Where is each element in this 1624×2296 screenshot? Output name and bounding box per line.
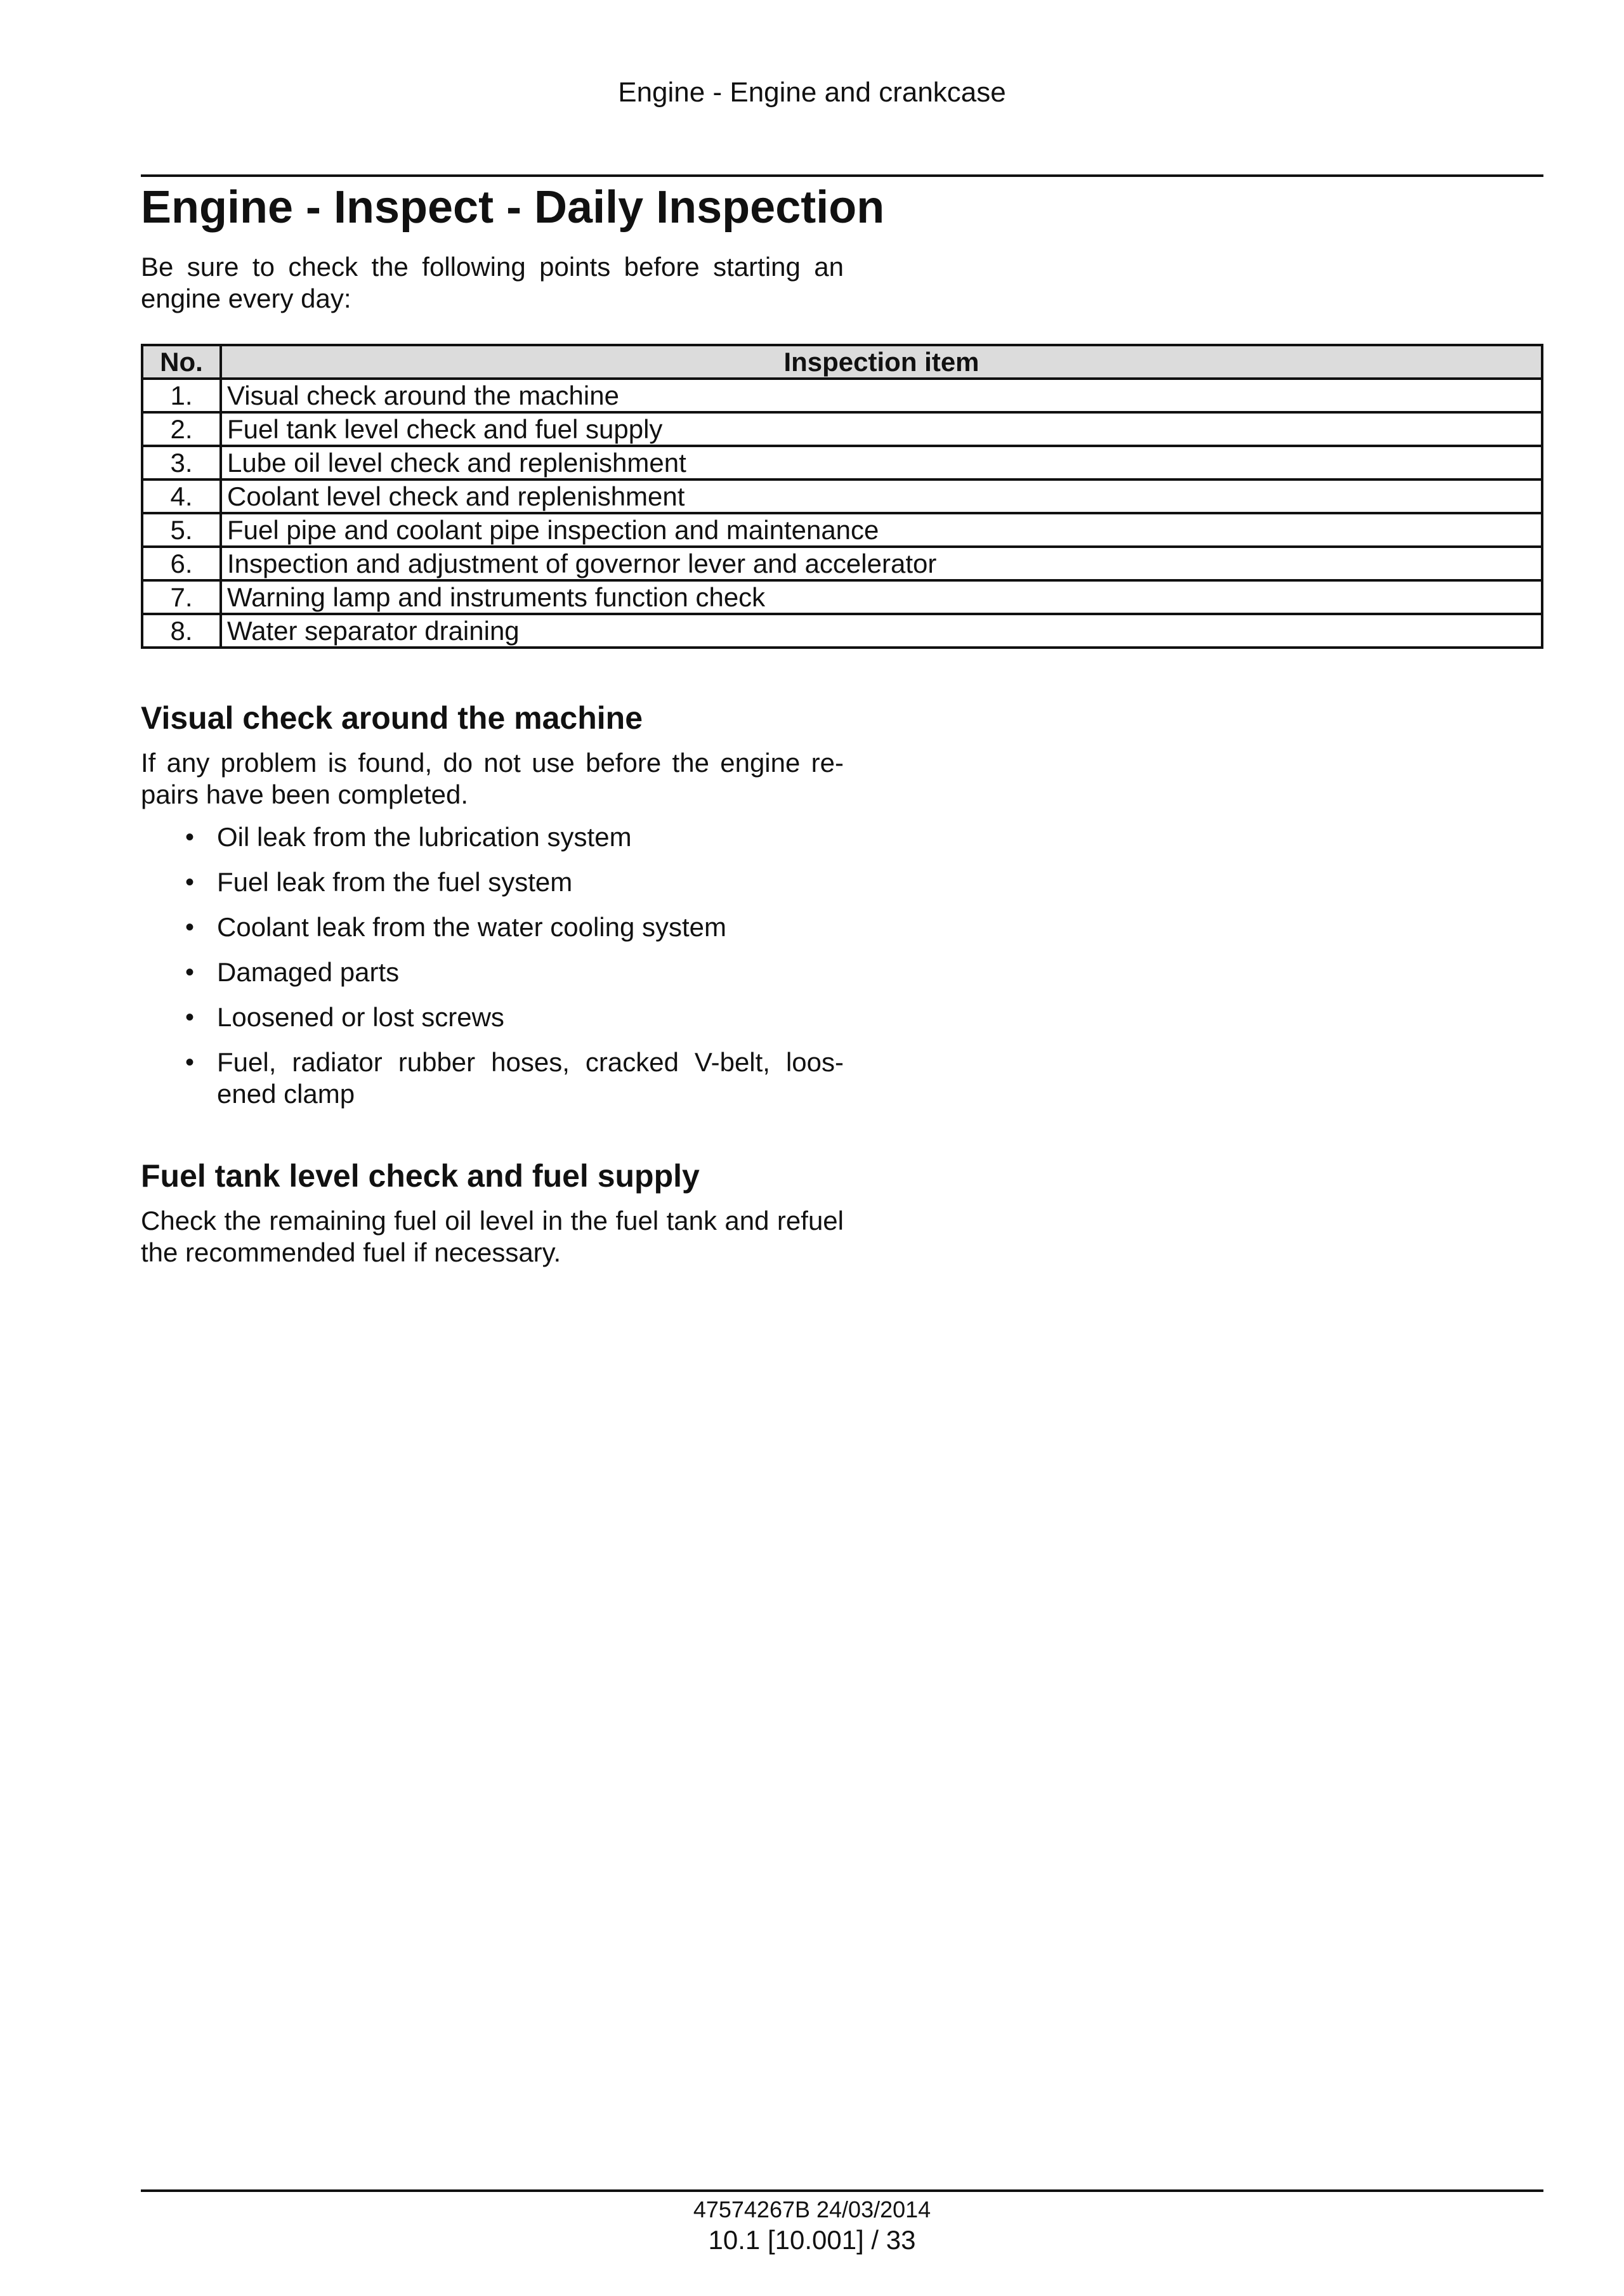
- row-number: 6.: [142, 547, 221, 580]
- row-inspection-item: Inspection and adjustment of governor lever and accelerator: [221, 547, 1542, 580]
- bullet-icon: •: [185, 823, 195, 851]
- bottom-divider: [141, 2189, 1543, 2192]
- bullet-icon: •: [185, 1003, 195, 1031]
- row-inspection-item: Fuel pipe and coolant pipe inspection and maintenance: [221, 513, 1542, 547]
- section-heading-fuel-tank: Fuel tank level check and fuel supply: [141, 1158, 700, 1194]
- top-divider: [141, 174, 1543, 177]
- list-item-text: Fuel, radiator rubber hoses, cracked V-belt, loos-ened clamp: [217, 1047, 844, 1109]
- table-row: [142, 614, 1542, 648]
- table-row: [142, 379, 1542, 412]
- bullet-icon: •: [185, 868, 195, 896]
- list-item: [141, 866, 844, 898]
- row-number: 5.: [142, 513, 221, 547]
- bullet-icon: •: [185, 1048, 195, 1076]
- row-inspection-item: Visual check around the machine: [221, 379, 1542, 412]
- list-item: [141, 911, 844, 943]
- running-header: Engine - Engine and crankcase: [618, 77, 1006, 108]
- row-inspection-item: Fuel tank level check and fuel supply: [221, 412, 1542, 446]
- row-number: 8.: [142, 614, 221, 648]
- row-inspection-item: Water separator draining: [221, 614, 1542, 648]
- row-number: 1.: [142, 379, 221, 412]
- section-paragraph-visual-check: If any problem is found, do not use before the engine re-pairs have been completed.: [141, 748, 844, 809]
- section-heading-visual-check: Visual check around the machine: [141, 700, 643, 736]
- table-row: [142, 580, 1542, 614]
- list-item: [141, 1047, 844, 1110]
- row-number: 4.: [142, 479, 221, 513]
- row-inspection-item: Warning lamp and instruments function check: [221, 580, 1542, 614]
- table-header-row: [142, 345, 1542, 379]
- table-row: [142, 412, 1542, 446]
- row-number: 3.: [142, 446, 221, 479]
- bullet-icon: •: [185, 913, 195, 941]
- table-row: [142, 446, 1542, 479]
- row-number: 2.: [142, 412, 221, 446]
- list-item-text: Loosened or lost screws: [217, 1002, 504, 1032]
- column-header-item: Inspection item: [221, 345, 1542, 379]
- intro-paragraph: Be sure to check the following points before starting an engine every day:: [141, 252, 844, 313]
- list-item-text: Damaged parts: [217, 957, 400, 987]
- section-paragraph-fuel-tank: Check the remaining fuel oil level in the fuel tank and refuel the recommended fuel if necessary.: [141, 1206, 844, 1267]
- list-item-text: Fuel leak from the fuel system: [217, 867, 573, 897]
- document-reference: 47574267B 24/03/2014: [693, 2196, 931, 2222]
- list-item-text: Oil leak from the lubrication system: [217, 822, 632, 852]
- list-item: [141, 956, 844, 988]
- bullet-icon: •: [185, 958, 195, 986]
- page-title: Engine - Inspect - Daily Inspection: [141, 182, 885, 233]
- table-row: [142, 513, 1542, 547]
- row-inspection-item: Lube oil level check and replenishment: [221, 446, 1542, 479]
- table-row: [142, 479, 1542, 513]
- list-item: [141, 821, 844, 853]
- row-inspection-item: Coolant level check and replenishment: [221, 479, 1542, 513]
- row-number: 7.: [142, 580, 221, 614]
- page-reference: 10.1 [10.001] / 33: [708, 2225, 916, 2255]
- inspection-table: [141, 344, 1543, 649]
- list-item-text: Coolant leak from the water cooling system: [217, 912, 727, 942]
- column-header-no: No.: [142, 345, 221, 379]
- visual-check-list: [141, 821, 844, 1123]
- list-item: [141, 1001, 844, 1033]
- table-row: [142, 547, 1542, 580]
